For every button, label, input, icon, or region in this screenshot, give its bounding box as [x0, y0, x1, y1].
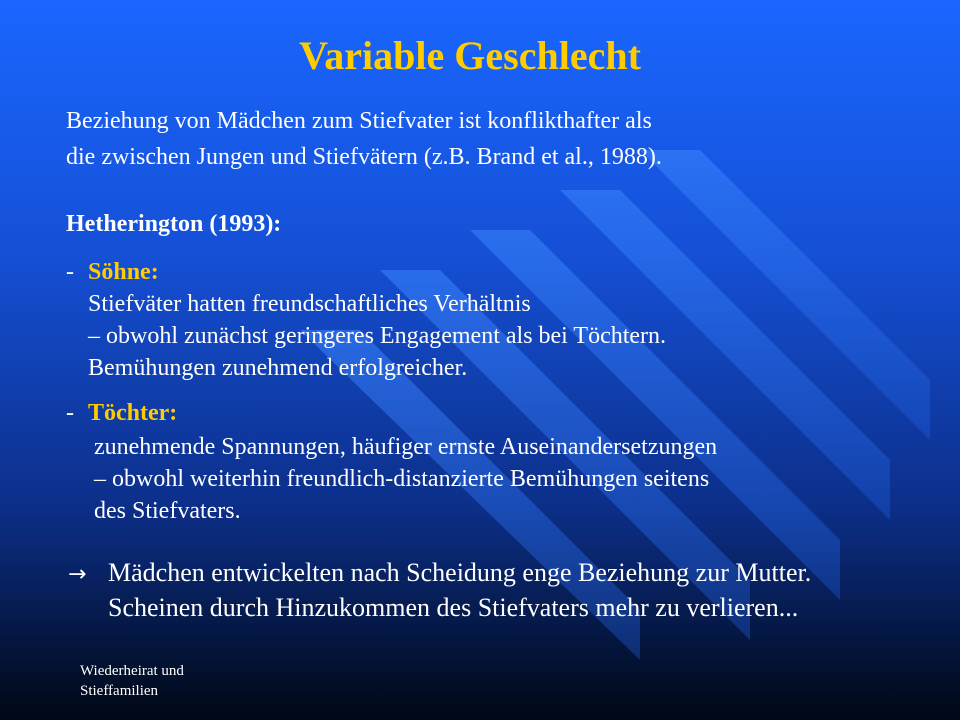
sons-description	[88, 288, 666, 384]
daughters-line: – obwohl weiterhin freundlich-distanzierte Bemühungen seitens	[94, 466, 710, 492]
conclusion-line	[68, 591, 811, 624]
conclusion	[68, 556, 811, 624]
sons-line: Stiefväter hatten freundschaftliches Verhältnis	[88, 291, 531, 317]
sons-line: – obwohl zunächst geringeres Engagement als bei Töchtern.	[88, 323, 667, 349]
bullet-dash: -	[66, 400, 74, 426]
daughters-label: Töchter:	[88, 400, 178, 426]
footer-line: Stieffamilien	[80, 683, 159, 699]
bullet-dash: -	[66, 259, 74, 285]
daughters-line: des Stiefvaters.	[94, 498, 241, 524]
footer-line: Wiederheirat und	[80, 663, 184, 679]
sons-bullet-header	[66, 259, 159, 286]
arrow-right-icon: →	[68, 562, 87, 587]
daughters-line: zunehmende Spannungen, häufiger ernste Auseinandersetzungen	[94, 434, 718, 460]
intro-line: die zwischen Jungen und Stiefvätern (z.B. Brand et al., 1988).	[66, 144, 662, 170]
study-heading: Hetherington (1993):	[66, 211, 282, 237]
footer-caption	[80, 661, 184, 701]
sons-label: Söhne:	[88, 259, 159, 285]
intro-line: Beziehung von Mädchen zum Stiefvater ist konflikthafter als	[66, 108, 652, 134]
conclusion-text: Mädchen entwickelten nach Scheidung enge Beziehung zur Mutter.	[108, 558, 812, 587]
sons-line: Bemühungen zunehmend erfolgreicher.	[88, 355, 468, 381]
daughters-bullet-header	[66, 400, 177, 427]
conclusion-line	[68, 556, 811, 591]
intro-paragraph	[66, 103, 662, 175]
slide-title: Variable Geschlecht	[299, 33, 641, 78]
conclusion-text: Scheinen durch Hinzukommen des Stiefvaters mehr zu verlieren...	[108, 593, 799, 622]
daughters-description	[94, 431, 717, 527]
